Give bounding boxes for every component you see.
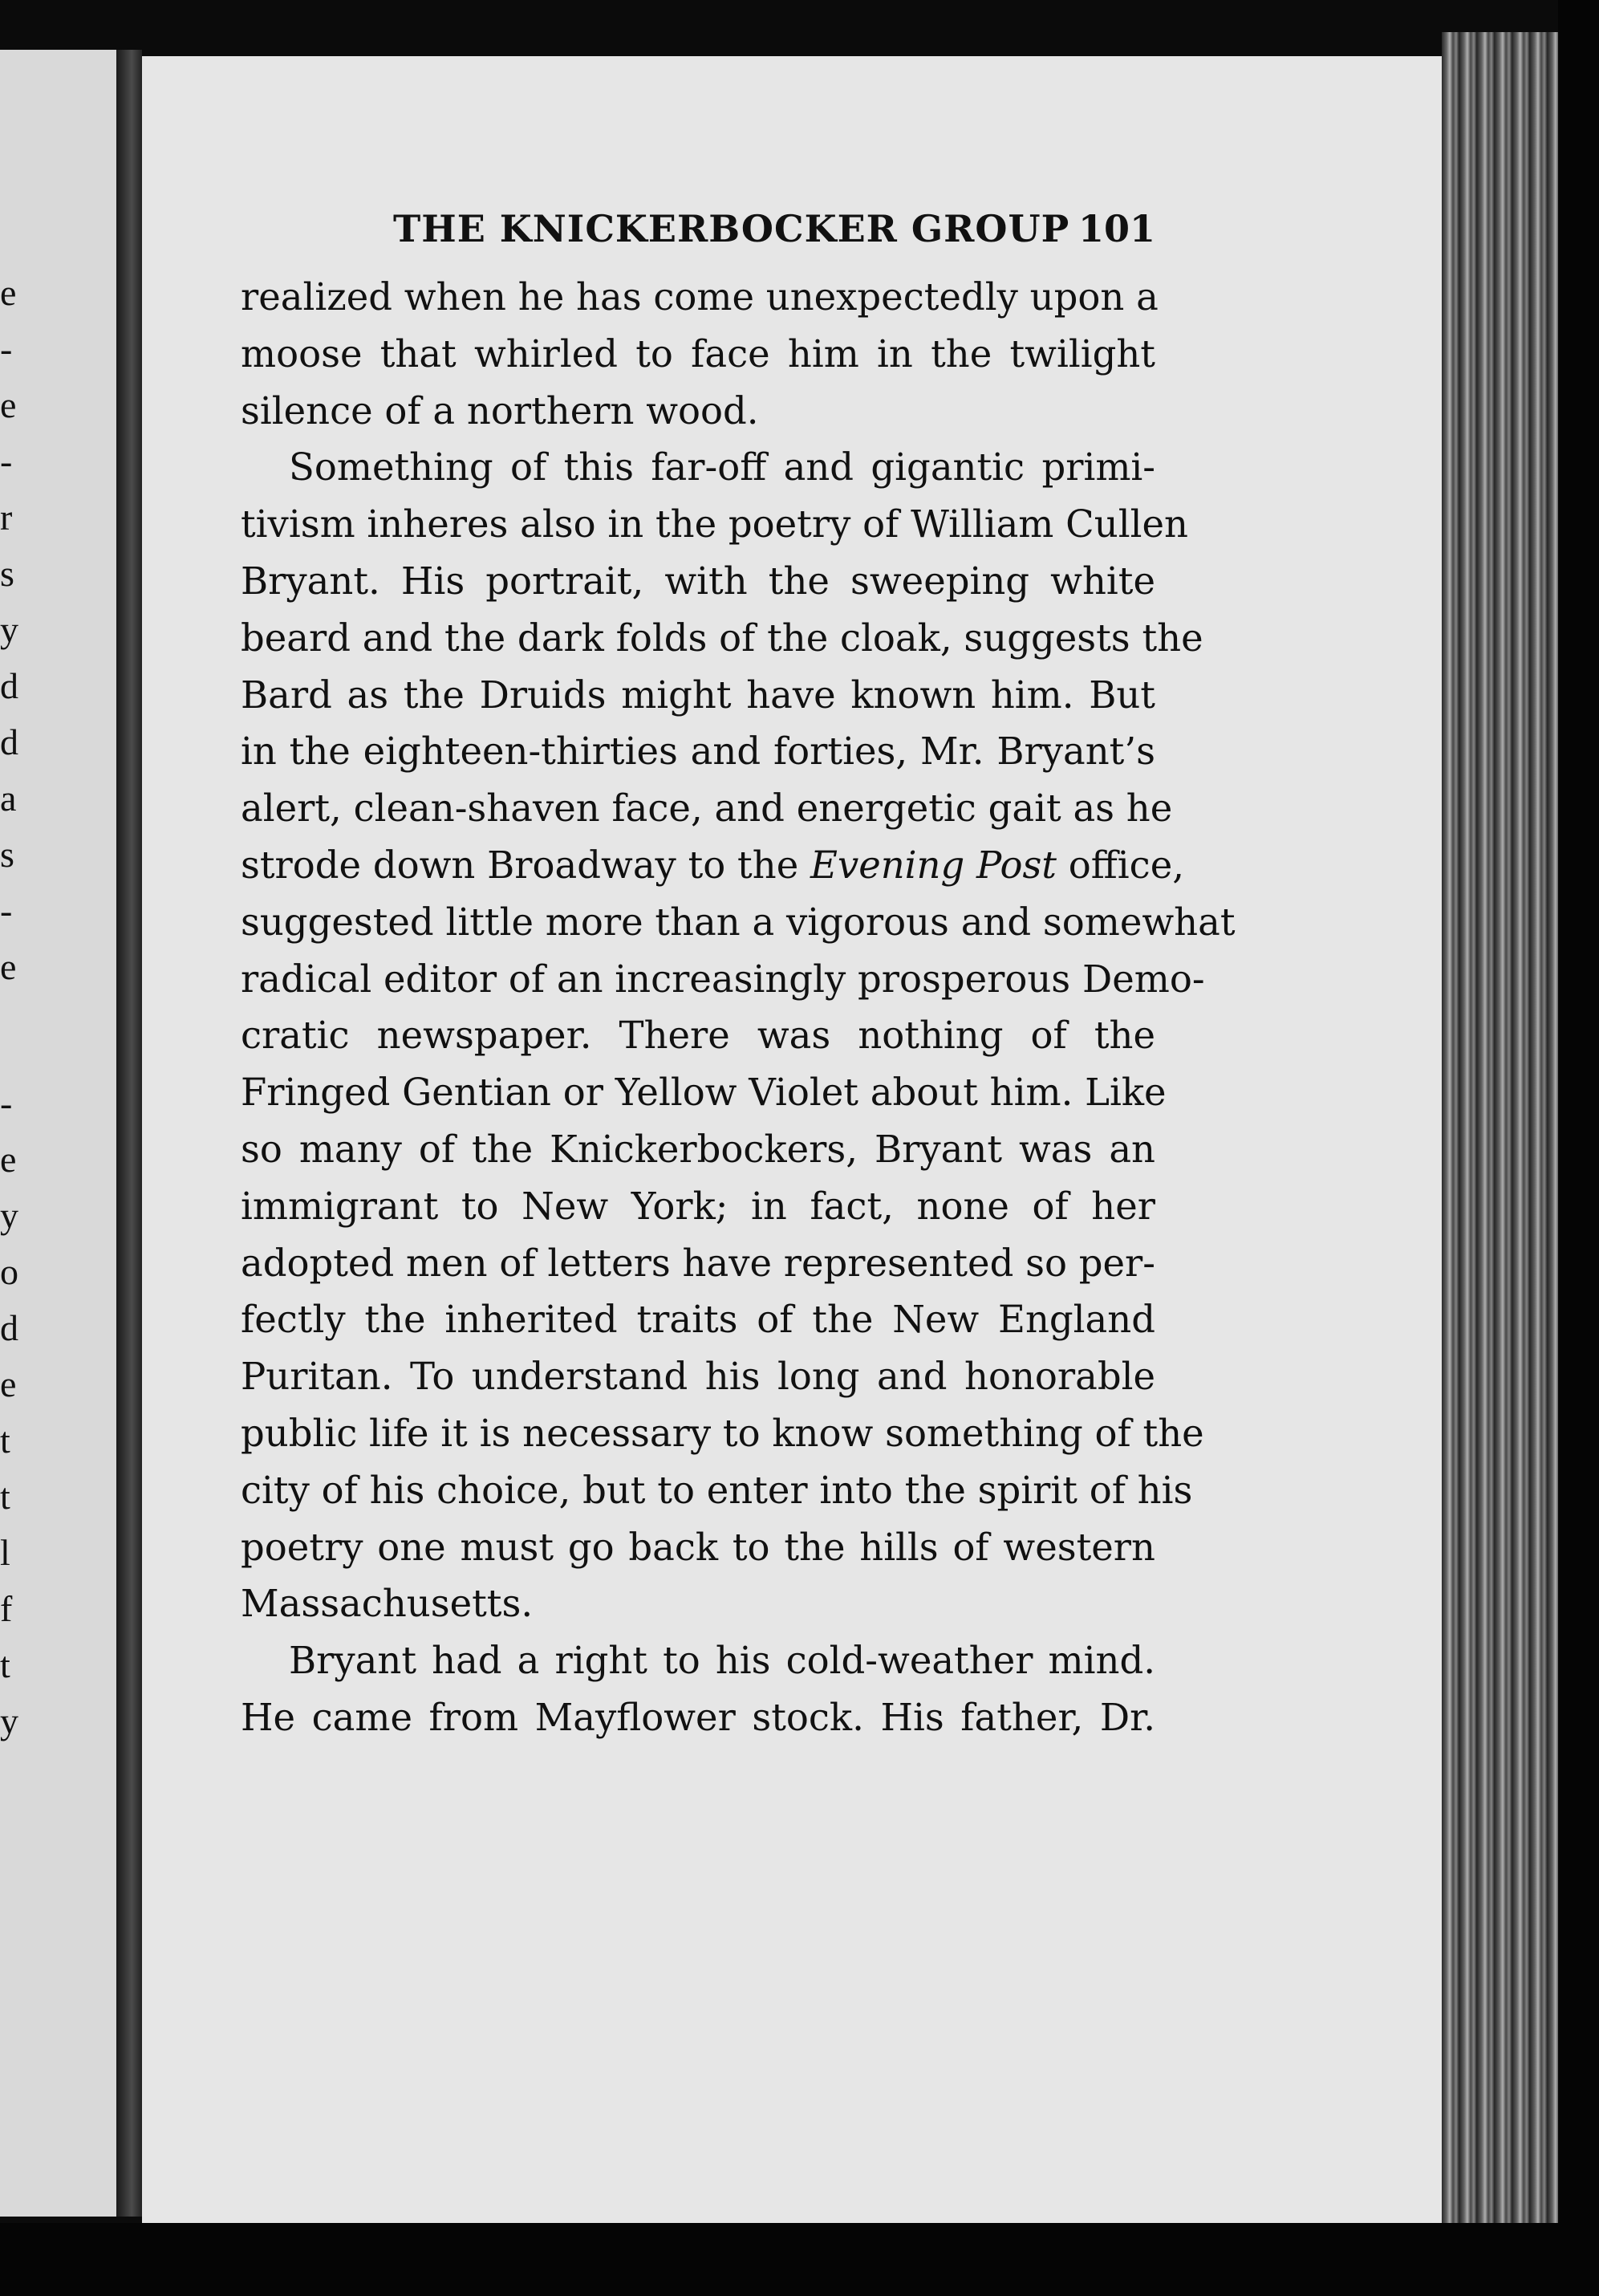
margin-fragment: e (0, 272, 17, 313)
text-line: poetry one must go back to the hills of western (241, 1525, 1155, 1569)
margin-fragment: d (0, 721, 18, 762)
margin-fragment: o (0, 1251, 18, 1292)
margin-fragment: s (0, 553, 14, 594)
text-segment: office, (1057, 843, 1185, 887)
text-line: in the eighteen-thirties and forties, Mr. Bryant’s (241, 729, 1155, 774)
text-line-with-title (241, 837, 1185, 894)
text-line: Puritan. To understand his long and honorable (241, 1355, 1155, 1399)
text-line: public life it is necessary to know something of the (241, 1411, 1204, 1455)
facing-page-left (0, 50, 116, 2217)
margin-fragment: d (0, 1307, 18, 1348)
text-line: beard and the dark folds of the cloak, suggests the (241, 616, 1203, 660)
text-line: Bard as the Druids might have known him. But (241, 673, 1155, 717)
book-gutter (116, 50, 142, 2217)
margin-fragment: - (0, 890, 13, 931)
text-line: adopted men of letters have represented so per- (241, 1241, 1155, 1285)
margin-fragment: y (0, 1195, 18, 1236)
text-line: fectly the inherited traits of the New England (241, 1298, 1155, 1342)
margin-fragment: a (0, 778, 17, 819)
margin-fragment: - (0, 441, 13, 482)
text-line: radical editor of an increasingly prosperous Demo- (241, 957, 1205, 1001)
text-line: realized when he has come unexpectedly upon a (241, 275, 1159, 319)
margin-fragment: l (0, 1532, 10, 1573)
text-line: immigrant to New York; in fact, none of her (241, 1184, 1155, 1228)
margin-fragment: s (0, 834, 14, 875)
text-line: Fringed Gentian or Yellow Violet about him. Like (241, 1071, 1167, 1115)
margin-fragment: d (0, 665, 18, 706)
margin-fragment: y (0, 1701, 18, 1741)
text-line: tivism inheres also in the poetry of William Cullen (241, 502, 1188, 547)
text-line: so many of the Knickerbockers, Bryant was an (241, 1127, 1155, 1171)
text-line: moose that whirled to face him in the twilight (241, 331, 1155, 376)
margin-fragment: r (0, 497, 13, 538)
scan-background-right (1558, 0, 1599, 2296)
margin-fragment: - (0, 328, 13, 369)
text-line: alert, clean-shaven face, and energetic gait as he (241, 786, 1173, 831)
margin-fragment: e (0, 384, 17, 425)
margin-fragment: f (0, 1588, 13, 1629)
text-line: cratic newspaper. There was nothing of the (241, 1014, 1155, 1058)
running-head-title: THE KNICKERBOCKER GROUP (393, 207, 1070, 250)
text-line: Bryant had a right to his cold-weather mind. (289, 1639, 1155, 1683)
text-segment: strode down Broadway to the (241, 843, 810, 887)
running-head (253, 207, 1155, 255)
margin-fragment: e (0, 1363, 17, 1404)
facing-page-text-fragments (0, 50, 32, 2217)
text-line: silence of a northern wood. (241, 388, 759, 433)
margin-fragment: e (0, 946, 17, 987)
margin-fragment: y (0, 609, 18, 650)
text-line: He came from Mayflower stock. His father, Dr. (241, 1695, 1155, 1739)
text-line: Massachusetts. (241, 1582, 534, 1626)
page-fore-edge (1442, 32, 1558, 2231)
margin-fragment: t (0, 1476, 10, 1517)
italic-newspaper-title: Evening Post (810, 843, 1057, 887)
page-number: 101 (1077, 207, 1155, 250)
body-text (241, 269, 1236, 1746)
text-line: Bryant. His portrait, with the sweeping white (241, 559, 1155, 603)
margin-fragment: e (0, 1139, 17, 1180)
text-line: city of his choice, but to enter into the spirit of his (241, 1468, 1193, 1512)
margin-fragment: t (0, 1420, 10, 1461)
scan-background-bottom (0, 2223, 1599, 2296)
margin-fragment: t (0, 1644, 10, 1685)
text-line: suggested little more than a vigorous and somewhat (241, 900, 1236, 944)
text-line: Something of this far-off and gigantic primi- (289, 445, 1155, 490)
margin-fragment: - (0, 1083, 13, 1124)
